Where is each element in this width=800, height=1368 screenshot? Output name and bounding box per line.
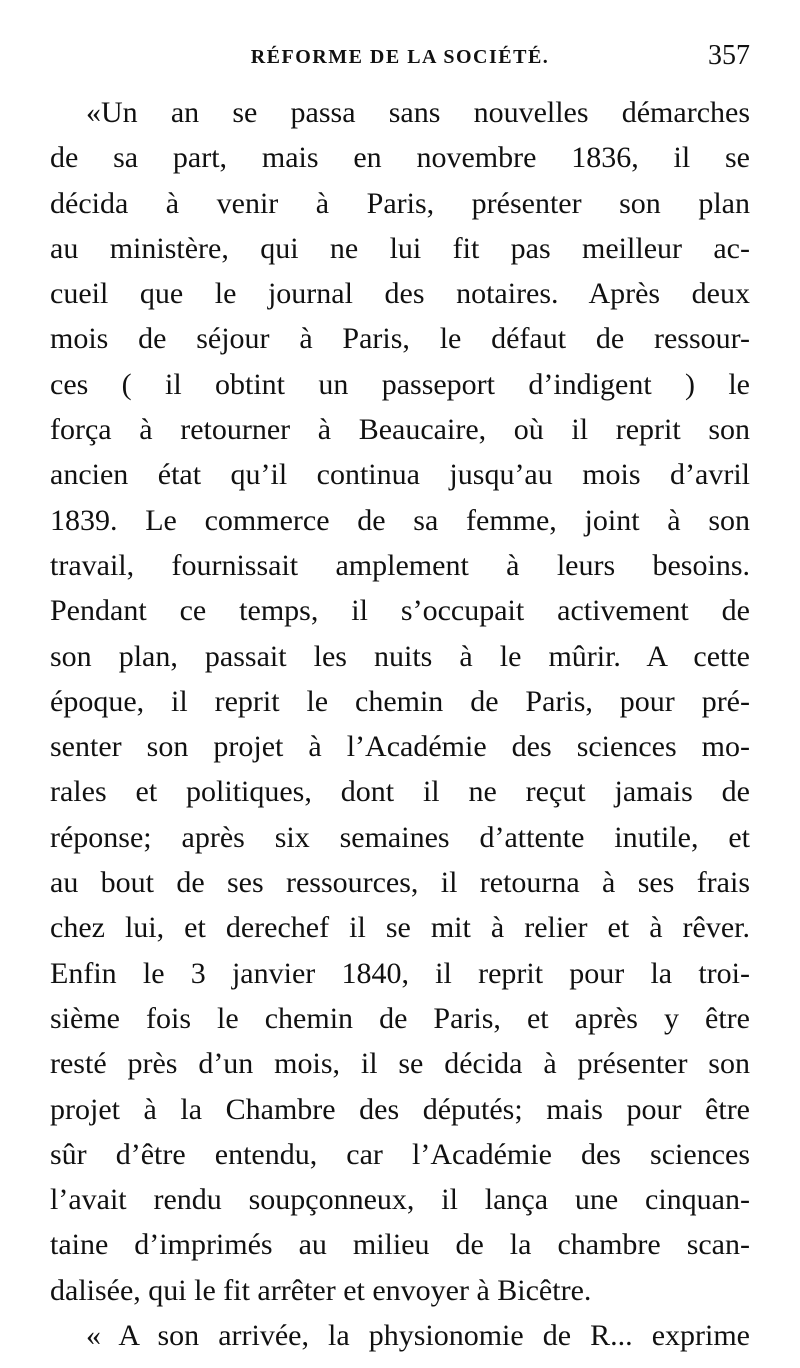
text-line: « A son arrivée, la physionomie de R... exprime bbox=[86, 1319, 750, 1353]
text-line: Enfin le 3 janvier 1840, il reprit pour la troi- bbox=[50, 956, 750, 990]
running-head bbox=[50, 40, 750, 76]
text-line: 1839. Le commerce de sa femme, joint à son bbox=[50, 503, 750, 537]
text-line: travail, fournissait amplement à leurs besoins. bbox=[50, 548, 750, 582]
text-line: rales et politiques, dont il ne reçut jamais de bbox=[50, 775, 750, 809]
text-line: décida à venir à Paris, présenter son plan bbox=[50, 186, 750, 220]
text-line: ancien état qu’il continua jusqu’au mois d’avril bbox=[50, 458, 750, 492]
running-title: RÉFORME DE LA SOCIÉTÉ. bbox=[250, 46, 550, 68]
text-line: cueil que le journal des notaires. Après deux bbox=[50, 277, 750, 311]
text-line: réponse; après six semaines d’attente inutile, et bbox=[50, 820, 750, 854]
text-line: sième fois le chemin de Paris, et après y être bbox=[50, 1001, 750, 1035]
text-line: projet à la Chambre des députés; mais pour être bbox=[50, 1092, 750, 1126]
text-line: au ministère, qui ne lui fit pas meilleur ac- bbox=[50, 231, 750, 265]
text-line: chez lui, et derechef il se mit à relier et à rêver. bbox=[50, 911, 750, 945]
text-line: taine d’imprimés au milieu de la chambre scan- bbox=[50, 1228, 750, 1262]
text-line: époque, il reprit le chemin de Paris, pour pré- bbox=[50, 684, 750, 718]
text-line: l’avait rendu soupçonneux, il lança une cinquan- bbox=[50, 1183, 750, 1217]
body-text bbox=[50, 90, 750, 1358]
text-line: senter son projet à l’Académie des sciences mo- bbox=[50, 730, 750, 764]
text-line: «Un an se passa sans nouvelles démarches bbox=[86, 96, 750, 129]
text-line: resté près d’un mois, il se décida à présenter son bbox=[50, 1047, 750, 1081]
text-line: dalisée, qui le fit arrêter et envoyer à Bicêtre. bbox=[50, 1273, 592, 1307]
text-line: de sa part, mais en novembre 1836, il se bbox=[50, 141, 750, 175]
text-line: Pendant ce temps, il s’occupait activement de bbox=[50, 594, 750, 628]
text-line: ces ( il obtint un passeport d’indigent ) le bbox=[50, 367, 750, 401]
text-line: mois de séjour à Paris, le défaut de ressour- bbox=[50, 322, 750, 356]
text-line: força à retourner à Beaucaire, où il reprit son bbox=[50, 413, 750, 447]
text-line: sûr d’être entendu, car l’Académie des sciences bbox=[50, 1137, 750, 1171]
text-line: au bout de ses ressources, il retourna à ses frais bbox=[50, 866, 750, 900]
page-number: 357 bbox=[708, 40, 750, 71]
text-line: son plan, passait les nuits à le mûrir. A cette bbox=[50, 639, 750, 673]
